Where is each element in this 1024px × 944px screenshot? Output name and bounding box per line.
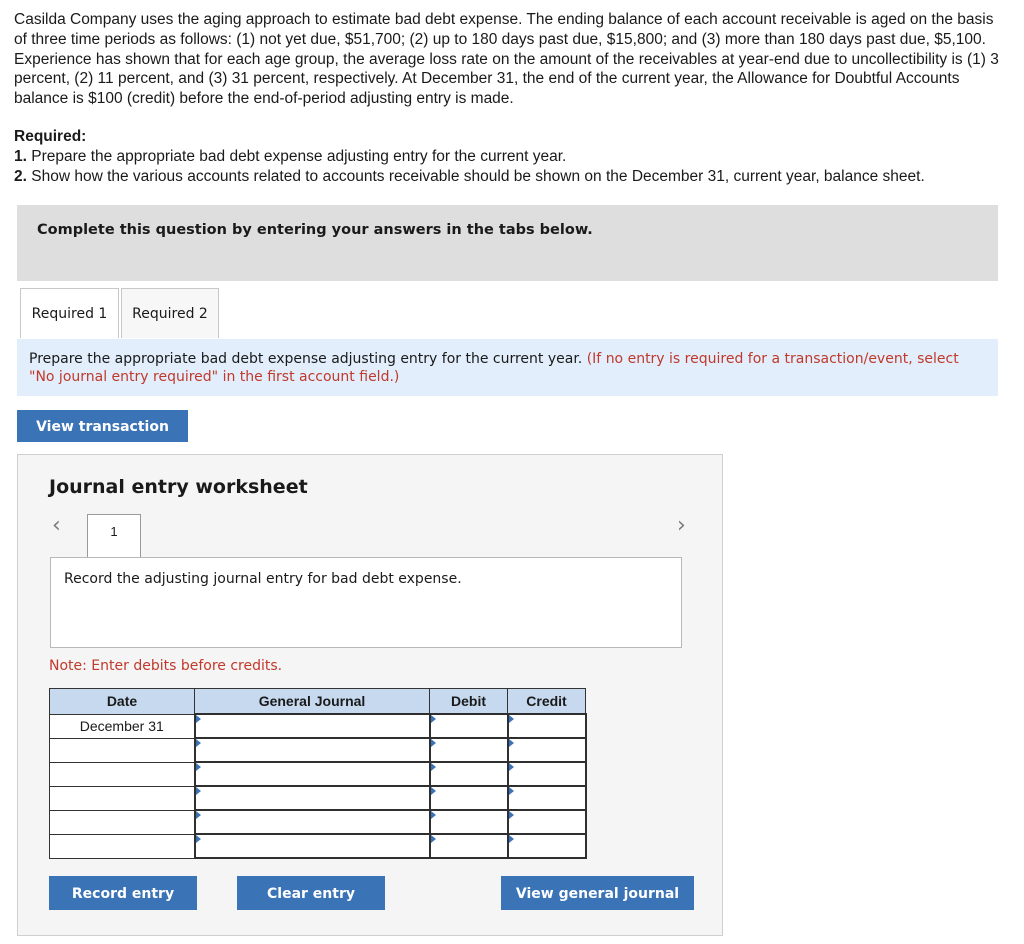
credit-input[interactable] <box>508 834 586 858</box>
instruction-panel <box>17 339 998 396</box>
tab-required-2[interactable]: Required 2 <box>121 288 219 338</box>
credit-input[interactable] <box>508 738 586 762</box>
transaction-description <box>50 557 682 648</box>
table-row <box>50 738 586 762</box>
credit-input[interactable] <box>508 762 586 786</box>
required-item-text: Prepare the appropriate bad debt expense adjusting entry for the current year. <box>31 148 567 165</box>
view-general-journal-button[interactable]: View general journal <box>501 876 694 910</box>
required-item-number: 1. <box>14 148 27 165</box>
table-row <box>50 810 586 834</box>
debit-input[interactable] <box>430 738 508 762</box>
problem-statement <box>14 10 1008 109</box>
transaction-description-text: Record the adjusting journal entry for bad debt expense. <box>64 571 462 587</box>
tab-required-1[interactable]: Required 1 <box>20 288 119 338</box>
page-indicator[interactable]: 1 <box>87 514 141 557</box>
required-list <box>14 147 925 186</box>
instruction-main: Prepare the appropriate bad debt expense adjusting entry for the current year. <box>29 351 587 367</box>
date-cell <box>50 834 195 858</box>
instructions-banner <box>17 205 998 281</box>
account-input[interactable] <box>195 714 430 738</box>
debit-input[interactable] <box>430 762 508 786</box>
account-input[interactable] <box>195 834 430 858</box>
column-header-debit: Debit <box>430 689 508 715</box>
debit-input[interactable] <box>430 714 508 738</box>
account-input[interactable] <box>195 738 430 762</box>
worksheet-title: Journal entry worksheet <box>49 476 308 498</box>
required-heading: Required: <box>14 128 87 145</box>
entry-note: Note: Enter debits before credits. <box>49 658 283 674</box>
date-cell: December 31 <box>50 714 195 738</box>
journal-table <box>49 688 587 859</box>
date-cell <box>50 762 195 786</box>
table-row <box>50 786 586 810</box>
account-input[interactable] <box>195 810 430 834</box>
column-header-date: Date <box>50 689 195 715</box>
table-row <box>50 762 586 786</box>
journal-entry-worksheet <box>17 454 723 936</box>
banner-text: Complete this question by entering your answers in the tabs below. <box>37 222 593 238</box>
account-input[interactable] <box>195 762 430 786</box>
debit-input[interactable] <box>430 810 508 834</box>
credit-input[interactable] <box>508 810 586 834</box>
view-transaction-list-button[interactable]: View transaction <box>17 410 188 442</box>
table-row <box>50 714 586 738</box>
column-header-credit: Credit <box>508 689 586 715</box>
table-row <box>50 834 586 858</box>
debit-input[interactable] <box>430 834 508 858</box>
required-item-1 <box>14 147 925 167</box>
date-cell <box>50 786 195 810</box>
record-entry-button[interactable]: Record entry <box>49 876 197 910</box>
debit-input[interactable] <box>430 786 508 810</box>
instruction-text <box>29 350 979 386</box>
credit-input[interactable] <box>508 714 586 738</box>
required-item-2 <box>14 167 925 187</box>
column-header-general-journal: General Journal <box>195 689 430 715</box>
account-input[interactable] <box>195 786 430 810</box>
required-item-text: Show how the various accounts related to accounts receivable should be shown on the December 31, current year, balance sheet. <box>31 167 925 185</box>
problem-text: Casilda Company uses the aging approach to estimate bad debt expense. The ending balance of each account receivable is aged on the basis of three time periods as follows: (1) not yet due, $51,700; (2) up to 180 days past due, $15,800; and (3) more than 180 days past due, $5,100. Experience has shown that for each age group, the average loss rate on the amount of the receivables at year-end due to uncollectibility is (1) 3 percent, (2) 11 percent, and (3) 31 percent, respectively. At December 31, the end of the current year, the Allowance for Doubtful Accounts balance is $100 (credit) before the end-of-period adjusting entry is made. <box>14 11 999 108</box>
date-cell <box>50 810 195 834</box>
required-item-number: 2. <box>14 167 27 185</box>
chevron-right-icon[interactable]: › <box>677 513 686 538</box>
credit-input[interactable] <box>508 786 586 810</box>
clear-entry-button[interactable]: Clear entry <box>237 876 385 910</box>
instruction-hint: (If no entry is required for a transaction/event, select "No journal entry required" in the first account field.) <box>29 351 959 385</box>
chevron-left-icon[interactable]: ‹ <box>52 513 61 538</box>
date-cell <box>50 738 195 762</box>
